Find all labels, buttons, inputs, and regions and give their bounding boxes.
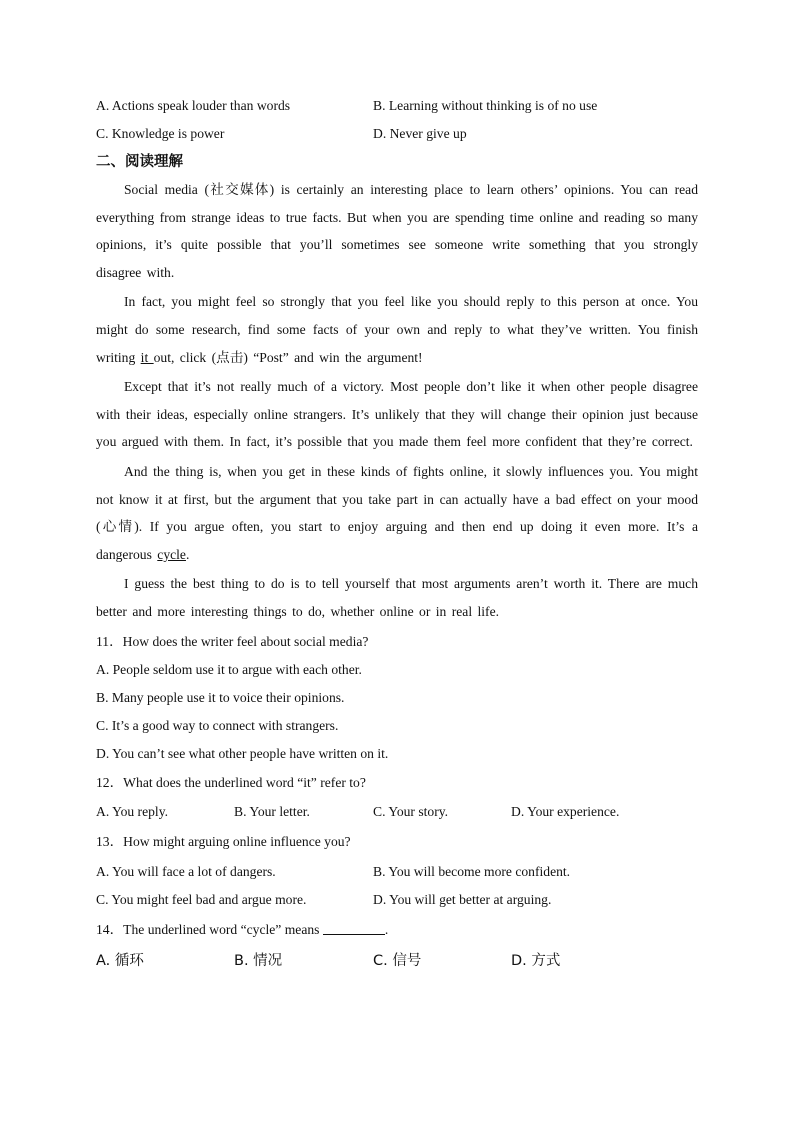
question-13-stem: 13．How might arguing online influence you? (96, 833, 351, 849)
question-13-options-row-2 (96, 886, 698, 914)
question-14-option-a: A. 循环 (96, 952, 144, 969)
underlined-it: it (140, 349, 154, 365)
question-12-option-d: D. Your experience. (511, 803, 620, 819)
question-14-stem-text: 14．The underlined word “cycle” means (96, 921, 323, 937)
question-11-option-b: B. Many people use it to voice their opinions. (96, 689, 345, 705)
passage-paragraph-2 (96, 288, 698, 371)
question-12-option-c: C. Your story. (373, 803, 449, 819)
question-12-option-b: B. Your letter. (234, 803, 310, 819)
question-14-stem-end: . (384, 921, 389, 937)
question-11-option-a: A. People seldom use it to argue with each other. (96, 661, 362, 677)
question-14-option-d: D. 方式 (511, 952, 561, 969)
question-14-stem (96, 916, 698, 944)
question-13-option-b: B. You will become more confident. (373, 863, 571, 879)
p2-text-before: In fact, you might feel so strongly that you feel like you should reply to this person at once. You might do some research, find some facts of your own and reply to what they’ve written. You finish writing (96, 294, 698, 365)
option-c: C. Knowledge is power (96, 126, 225, 141)
answer-blank (323, 920, 385, 935)
option-d: D. Never give up (373, 126, 467, 141)
question-14-option-b: B. 情况 (234, 952, 283, 969)
question-14-option-c: C. 信号 (373, 952, 422, 969)
prev-options-row-1 (96, 92, 698, 120)
question-12-options (96, 798, 698, 826)
passage-paragraph-1: Social media (社交媒体) is certainly an interesting place to learn others’ opinions. You can read everything from strange ideas to true facts. But when you are spending time online and reading so many opinions, it’s quite possible that you’ll sometimes see someone write something that you strongly disagree with. (96, 182, 698, 280)
question-13-options-row-1 (96, 858, 698, 886)
option-a: A. Actions speak louder than words (96, 98, 291, 113)
question-12-option-a: A. You reply. (96, 803, 169, 819)
question-13-option-a: A. You will face a lot of dangers. (96, 863, 276, 879)
question-13-option-c: C. You might feel bad and argue more. (96, 891, 307, 907)
underlined-cycle: cycle (157, 546, 186, 562)
question-13-option-d: D. You will get better at arguing. (373, 891, 552, 907)
p4-text-after: . (185, 546, 190, 562)
prev-options-row-2 (96, 120, 698, 148)
option-b: B. Learning without thinking is of no use (373, 98, 598, 113)
passage-paragraph-3: Except that it’s not really much of a victory. Most people don’t like it when other people disagree with their ideas, especially online strangers. It’s unlikely that they will change their opinion just because you argued with them. In fact, it’s possible that you made them feel more confident that they’re correct. (96, 379, 698, 450)
question-11-option-c: C. It’s a good way to connect with strangers. (96, 717, 339, 733)
question-12-stem: 12．What does the underlined word “it” refer to? (96, 774, 366, 790)
question-11-stem: 11．How does the writer feel about social media? (96, 633, 369, 649)
passage-paragraph-5: I guess the best thing to do is to tell yourself that most arguments aren’t worth it. There are much better and more interesting things to do, whether online or in real life. (96, 576, 698, 619)
passage-paragraph-4 (96, 458, 698, 568)
question-14-options (96, 947, 698, 975)
p4-text-before: And the thing is, when you get in these kinds of fights online, it slowly influences you. You might not know it at first, but the argument that you take part in can actually have a bad effect on your mood (心情). If you argue often, you start to enjoy arguing and then end up doing it even more. It’s a dangerous (96, 463, 698, 562)
section-title: 二、阅读理解 (96, 154, 183, 170)
document-page (96, 92, 698, 975)
p2-text-after: out, click (点击) “Post” and win the argument! (153, 349, 423, 365)
question-11-option-d: D. You can’t see what other people have written on it. (96, 745, 389, 761)
